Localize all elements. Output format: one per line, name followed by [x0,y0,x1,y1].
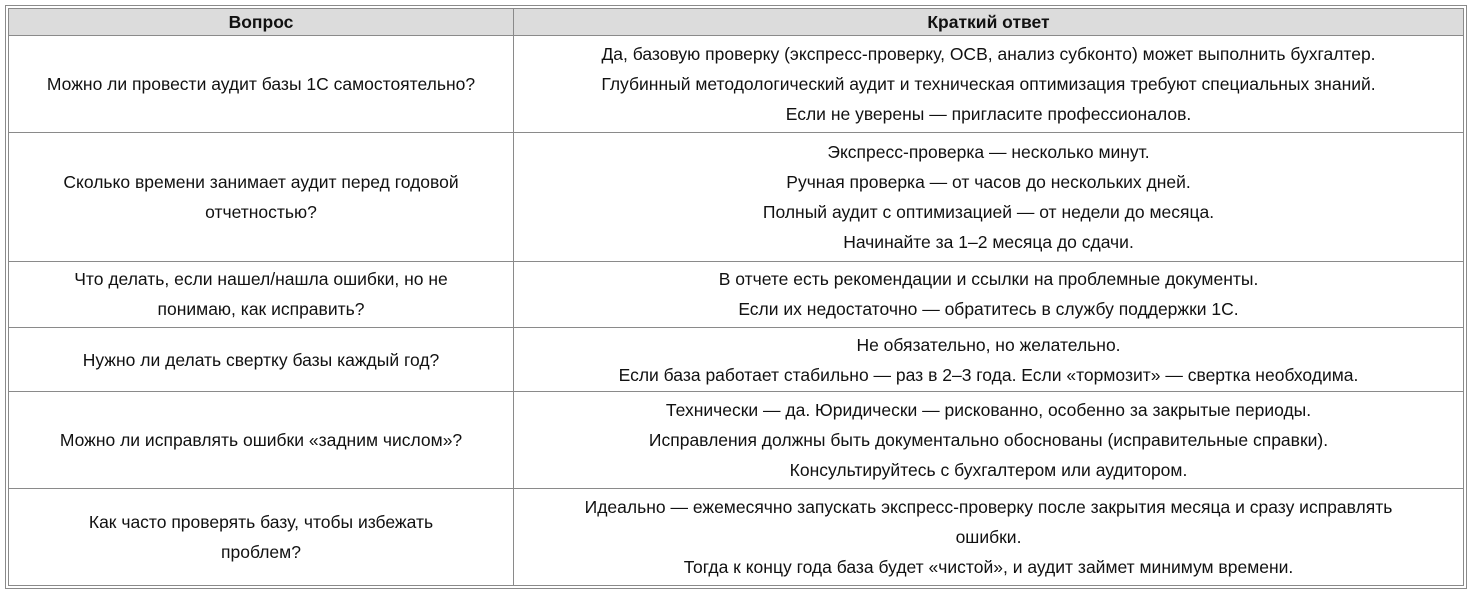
answer-line: Технически — да. Юридически — рискованно, особенно за закрытые периоды. [665,399,1312,420]
answer-line: Ручная проверка — от часов до нескольких дней. [786,172,1191,193]
question-cell [9,488,514,585]
answer-line: Полный аудит с оптимизацией — от недели до месяца. [762,202,1215,223]
question-cell [9,328,514,392]
column-header-answer: Краткий ответ [514,9,1464,36]
answer-line: Если их недостаточно — обратитесь в службу поддержки 1С. [738,299,1239,320]
question-text: Сколько времени занимает аудит перед годовой [63,172,459,193]
answer-line: Если база работает стабильно — раз в 2–3 года. Если «тормозит» — свертка необходима. [618,364,1359,385]
answer-line: Если не уверены — пригласите профессионалов. [785,104,1192,125]
question-text: понимаю, как исправить? [157,299,365,320]
table-row [9,392,1464,488]
answer-line: Глубинный методологический аудит и техническая оптимизация требуют специальных знаний. [601,74,1376,95]
answer-line: Экспресс-проверка — несколько минут. [827,142,1150,163]
question-text: Нужно ли делать свертку базы каждый год? [82,349,440,370]
answer-line: В отчете есть рекомендации и ссылки на проблемные документы. [718,269,1259,290]
answer-cell [514,36,1464,133]
question-text: Можно ли провести аудит базы 1С самостоятельно? [46,74,476,95]
answer-line: Тогда к концу года база будет «чистой», и аудит займет минимум времени. [683,556,1294,577]
answer-line: Идеально — ежемесячно запускать экспресс-проверку после закрытия месяца и сразу исправлять [584,496,1393,517]
faq-table-frame [5,5,1467,589]
answer-cell [514,488,1464,585]
question-text: отчетностью? [205,202,317,223]
question-text: проблем? [221,541,301,562]
table-row [9,36,1464,133]
column-header-question: Вопрос [9,9,514,36]
answer-cell [514,133,1464,261]
answer-cell [514,392,1464,488]
answer-line: Консультируйтесь с бухгалтером или аудитором. [789,459,1188,480]
question-cell [9,392,514,488]
faq-table [8,8,1464,586]
table-row [9,133,1464,261]
table-row [9,488,1464,585]
question-text: Можно ли исправлять ошибки «задним числом»? [59,429,463,450]
question-cell [9,36,514,133]
answer-line: Да, базовую проверку (экспресс-проверку, ОСВ, анализ субконто) может выполнить бухгалтер. [601,44,1376,65]
answer-line: Исправления должны быть документально обоснованы (исправительные справки). [648,429,1329,450]
table-row [9,261,1464,327]
answer-line: Начинайте за 1–2 месяца до сдачи. [843,232,1134,253]
question-text: Что делать, если нашел/нашла ошибки, но не [74,269,448,290]
question-text: Как часто проверять базу, чтобы избежать [88,511,434,532]
question-cell [9,261,514,327]
answer-line: ошибки. [955,526,1022,547]
question-cell [9,133,514,261]
answer-line: Не обязательно, но желательно. [856,334,1121,355]
table-header-row [9,9,1464,36]
answer-cell [514,328,1464,392]
table-row [9,328,1464,392]
answer-cell [514,261,1464,327]
